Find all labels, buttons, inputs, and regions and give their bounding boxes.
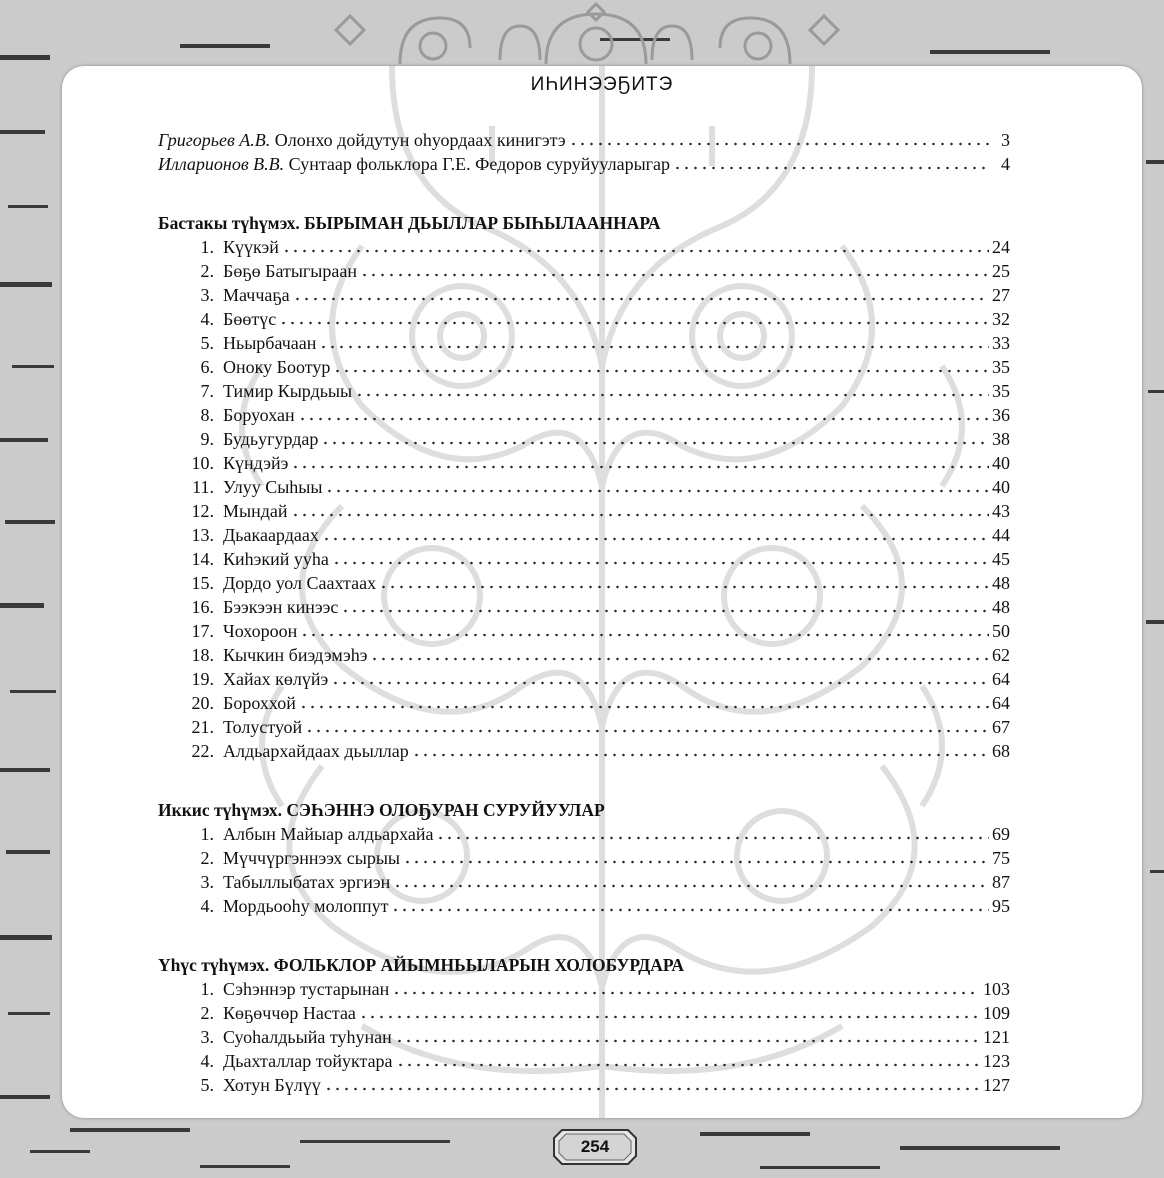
entry-page: 68 <box>992 741 1010 761</box>
leader-dots <box>355 392 989 398</box>
entry-page: 75 <box>992 848 1010 868</box>
leader-dots <box>395 1038 980 1044</box>
entry-title: Албын Майыар алдьархайа <box>223 824 434 844</box>
section-1-list <box>158 235 1010 763</box>
toc-entry <box>158 1025 1010 1049</box>
toc-entry <box>158 739 1010 763</box>
entry-number: 12. <box>191 501 214 521</box>
leader-dots <box>298 416 989 422</box>
entry-title: Хотун Бүлүү <box>223 1075 321 1095</box>
entry-number: 9. <box>200 429 214 449</box>
leader-dots <box>360 272 989 278</box>
toc-entry <box>158 1073 1010 1097</box>
leader-dots <box>291 512 989 518</box>
entry-title: Табыллыбатах эргиэн <box>223 872 391 892</box>
leader-dots <box>324 1086 980 1092</box>
entry-number: 1. <box>200 824 214 844</box>
leader-dots <box>300 632 989 638</box>
entry-title: Мындай <box>223 501 288 521</box>
leader-dots <box>331 680 989 686</box>
entry-page: 95 <box>992 896 1010 916</box>
leader-dots <box>279 320 989 326</box>
entry-page: 35 <box>992 381 1010 401</box>
toc-entry <box>158 846 1010 870</box>
entry-title: Хайах көлүйэ <box>223 669 329 689</box>
entry-page: 35 <box>992 357 1010 377</box>
entry-page: 109 <box>983 1003 1010 1023</box>
entry-number: 2. <box>200 1003 214 1023</box>
entry-page: 121 <box>983 1027 1010 1047</box>
entry-title: Алдьархайдаах дьыллар <box>223 741 409 761</box>
leader-dots <box>436 835 989 841</box>
entry-page: 33 <box>992 333 1010 353</box>
entry-title: Мүччүргэннээх сырыы <box>223 848 401 868</box>
entry-title: Бээкээн кинээс <box>223 597 339 617</box>
entry-number: 14. <box>191 549 214 569</box>
intro-author: Григорьев А.В. <box>158 130 271 150</box>
section-heading-1: Бастакы түһүмэх. БЫРЫМАН ДЬЫЛЛАР БЫҺЫЛААННАРА <box>158 213 661 233</box>
entry-page: 45 <box>992 549 1010 569</box>
entry-title: Тимир Кырдьыы <box>223 381 353 401</box>
toc-entry <box>158 977 1010 1001</box>
entry-number: 4. <box>200 1051 214 1071</box>
toc-entry <box>158 283 1010 307</box>
toc-entry <box>158 1001 1010 1025</box>
entry-page: 48 <box>992 597 1010 617</box>
page-number: 254 <box>580 1137 610 1156</box>
entry-page: 40 <box>992 453 1010 473</box>
entry-title: Улуу Сыһыы <box>223 477 323 497</box>
entry-number: 2. <box>200 261 214 281</box>
entry-title: Суоһалдьыйа туһунан <box>223 1027 392 1047</box>
leader-dots <box>370 656 989 662</box>
intro-entry <box>158 128 1010 152</box>
entry-page: 32 <box>992 309 1010 329</box>
entry-title: Күндэйэ <box>223 453 289 473</box>
leader-dots <box>282 248 989 254</box>
leader-dots <box>379 584 989 590</box>
intro-entry <box>158 152 1010 176</box>
toc-entry <box>158 715 1010 739</box>
entry-number: 11. <box>192 477 214 497</box>
entry-number: 20. <box>191 693 214 713</box>
leader-dots <box>673 165 989 171</box>
section-heading-3: Үһүс түһүмэх. ФОЛЬКЛОР АЙЫМНЬЫЛАРЫН ХОЛОБУРДАРА <box>158 955 684 975</box>
entry-page: 103 <box>983 979 1010 999</box>
toc-entry <box>158 894 1010 918</box>
entry-title: Күүкэй <box>223 237 279 257</box>
entry-title: Чохороон <box>223 621 298 641</box>
leader-dots <box>359 1014 980 1020</box>
entry-number: 4. <box>200 309 214 329</box>
leader-dots <box>392 990 980 996</box>
entry-number: 22. <box>191 741 214 761</box>
toc-entry <box>158 547 1010 571</box>
entry-title: Оноку Боотур <box>223 357 331 377</box>
intro-author: Илларионов В.В. <box>158 154 285 174</box>
entry-title: Бороххой <box>223 693 296 713</box>
toc-entry <box>158 595 1010 619</box>
entry-number: 7. <box>200 381 214 401</box>
page-number-badge <box>552 1126 638 1168</box>
entry-page: 38 <box>992 429 1010 449</box>
entry-page: 64 <box>992 669 1010 689</box>
entry-page: 43 <box>992 501 1010 521</box>
entry-title: Киһэкий ууһа <box>223 549 329 569</box>
entry-title: Боруохан <box>223 405 295 425</box>
entry-number: 3. <box>200 285 214 305</box>
entry-title: Мордьооһу молоппут <box>223 896 389 916</box>
entry-number: 3. <box>200 872 214 892</box>
entry-number: 10. <box>191 453 214 473</box>
toc-entry <box>158 331 1010 355</box>
entry-number: 5. <box>200 1075 214 1095</box>
entry-number: 21. <box>191 717 214 737</box>
toc-entry <box>158 403 1010 427</box>
toc-entry <box>158 643 1010 667</box>
page-title: ИҺИНЭЭҔИТЭ <box>530 74 674 95</box>
entry-title: Дьакаардаах <box>223 525 319 545</box>
intro-page: 3 <box>1001 130 1010 150</box>
toc-entry <box>158 822 1010 846</box>
section-2-list <box>158 822 1010 918</box>
intro-title: Олонхо дойдутун оһуордаах кинигэтэ <box>274 130 566 150</box>
entry-page: 50 <box>992 621 1010 641</box>
entry-title: Ньырбачаан <box>223 333 317 353</box>
entry-number: 5. <box>200 333 214 353</box>
leader-dots <box>291 464 989 470</box>
entry-number: 1. <box>200 237 214 257</box>
entry-title: Бөөтүс <box>223 309 277 329</box>
leader-dots <box>396 1062 980 1068</box>
entry-page: 24 <box>992 237 1010 257</box>
entry-page: 64 <box>992 693 1010 713</box>
section-3-list <box>158 977 1010 1097</box>
entry-title: Сэһэннэр тустарынан <box>223 979 390 999</box>
entry-number: 18. <box>191 645 214 665</box>
toc-entry <box>158 307 1010 331</box>
toc-entry <box>158 523 1010 547</box>
entry-title: Кычкин биэдэмэһэ <box>223 645 368 665</box>
entry-number: 16. <box>191 597 214 617</box>
entry-title: Дордо уол Саахтаах <box>223 573 377 593</box>
entry-page: 48 <box>992 573 1010 593</box>
toc-entry <box>158 870 1010 894</box>
entry-page: 36 <box>992 405 1010 425</box>
toc-entry <box>158 475 1010 499</box>
entry-title: Бөҕө Батыгыраан <box>223 261 358 281</box>
leader-dots <box>569 141 989 147</box>
toc-entry <box>158 235 1010 259</box>
entry-title: Будьугурдар <box>223 429 319 449</box>
entry-page: 62 <box>992 645 1010 665</box>
leader-dots <box>412 752 989 758</box>
toc-entry <box>158 571 1010 595</box>
entry-title: Дьахталлар тойуктара <box>223 1051 393 1071</box>
entry-number: 8. <box>200 405 214 425</box>
leader-dots <box>319 344 989 350</box>
toc-entry <box>158 691 1010 715</box>
toc-entry <box>158 619 1010 643</box>
entry-page: 69 <box>992 824 1010 844</box>
toc-entry <box>158 427 1010 451</box>
entry-page: 40 <box>992 477 1010 497</box>
toc-entry <box>158 451 1010 475</box>
entry-page: 25 <box>992 261 1010 281</box>
intro-page: 4 <box>1001 154 1010 174</box>
entry-title: Көҕөччөр Настаа <box>223 1003 356 1023</box>
intro-title: Сунтаар фольклора Г.Е. Федоров суруйууларыгар <box>288 154 671 174</box>
leader-dots <box>305 728 989 734</box>
leader-dots <box>322 536 989 542</box>
toc-entry <box>158 499 1010 523</box>
leader-dots <box>403 859 989 865</box>
leader-dots <box>391 907 989 913</box>
entry-number: 1. <box>200 979 214 999</box>
toc-entry <box>158 667 1010 691</box>
leader-dots <box>333 368 989 374</box>
leader-dots <box>293 296 989 302</box>
entry-page: 127 <box>983 1075 1010 1095</box>
entry-number: 19. <box>191 669 214 689</box>
entry-number: 2. <box>200 848 214 868</box>
entry-number: 17. <box>191 621 214 641</box>
entry-number: 13. <box>191 525 214 545</box>
content-page <box>62 66 1142 1118</box>
toc-entry <box>158 1049 1010 1073</box>
entry-page: 87 <box>992 872 1010 892</box>
entry-page: 27 <box>992 285 1010 305</box>
leader-dots <box>393 883 989 889</box>
table-of-contents <box>158 128 1010 1097</box>
entry-page: 67 <box>992 717 1010 737</box>
entry-page: 123 <box>983 1051 1010 1071</box>
entry-page: 44 <box>992 525 1010 545</box>
toc-entry <box>158 259 1010 283</box>
section-heading-2: Иккис түһүмэх. СЭҺЭННЭ ОЛОҔУРАН СУРУЙУУЛАР <box>158 800 605 820</box>
entry-number: 4. <box>200 896 214 916</box>
leader-dots <box>332 560 989 566</box>
entry-number: 6. <box>200 357 214 377</box>
leader-dots <box>321 440 989 446</box>
toc-entry <box>158 355 1010 379</box>
entry-title: Толустуой <box>223 717 303 737</box>
leader-dots <box>325 488 989 494</box>
entry-number: 15. <box>191 573 214 593</box>
entry-number: 3. <box>200 1027 214 1047</box>
leader-dots <box>299 704 989 710</box>
leader-dots <box>341 608 989 614</box>
toc-entry <box>158 379 1010 403</box>
entry-title: Маччаҕа <box>223 285 290 305</box>
